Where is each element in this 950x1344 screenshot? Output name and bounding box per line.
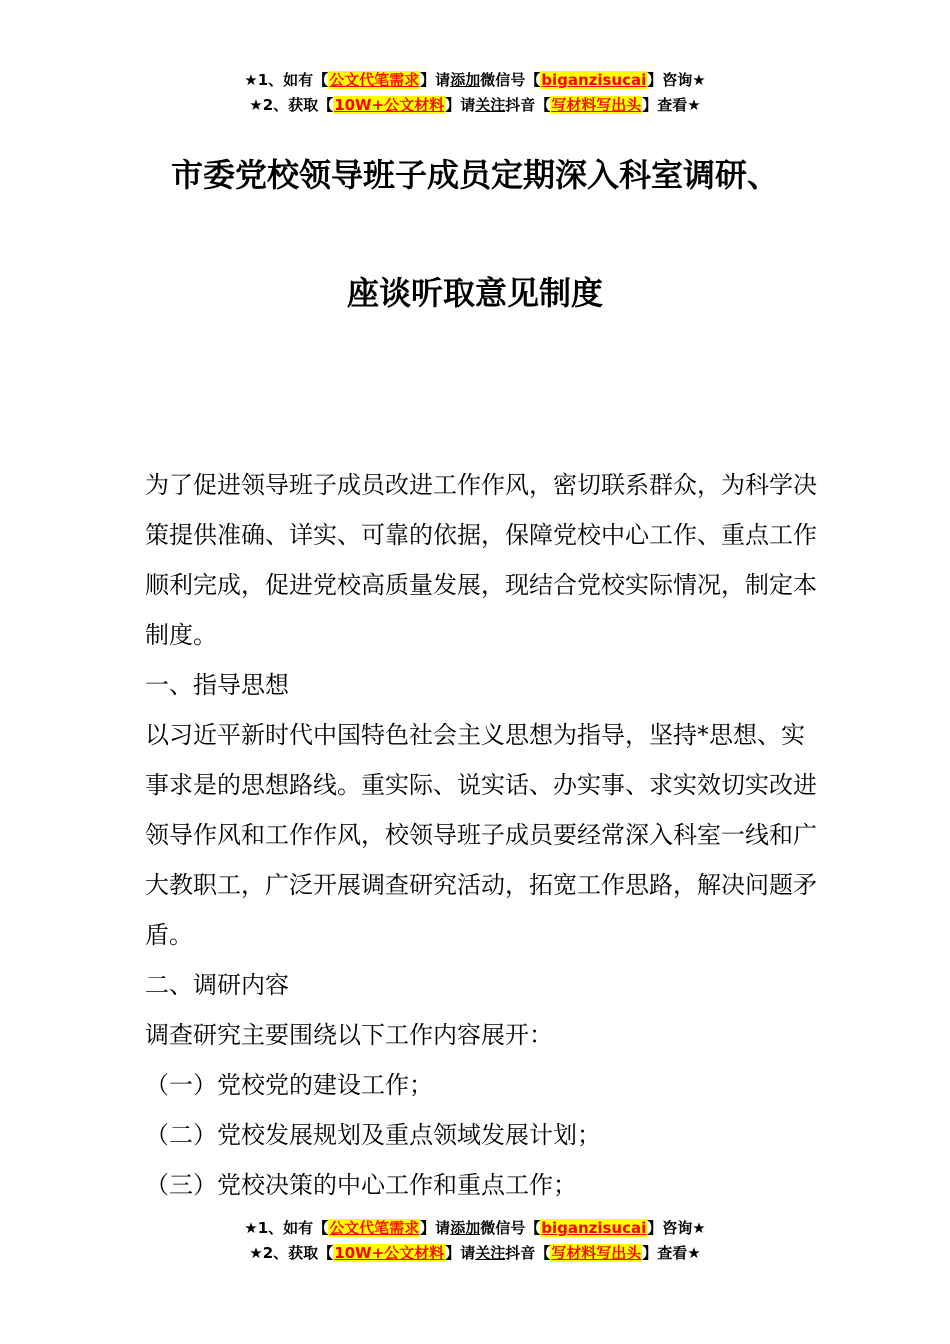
notice-highlight: 公文代笔需求 xyxy=(329,71,420,89)
document-title-line-1: 市委党校领导班子成员定期深入科室调研、 xyxy=(170,156,779,194)
notice-highlight: 10W+公文材料 xyxy=(334,1244,445,1262)
notice-line-1 xyxy=(0,68,950,93)
notice-highlight: biganzisucai xyxy=(541,1219,647,1237)
section-paragraph: 调查研究主要围绕以下工作内容展开： xyxy=(145,1021,553,1049)
notice-text: 】请 xyxy=(420,1219,451,1237)
notice-line-2 xyxy=(0,93,950,118)
list-item: （一）党校党的建设工作； xyxy=(145,1071,433,1099)
notice-text: 】请 xyxy=(445,96,476,114)
notice-line-1 xyxy=(0,1216,950,1241)
notice-text: 】查看★ xyxy=(642,1244,701,1262)
notice-highlight: 写材料写出头 xyxy=(551,96,642,114)
notice-highlight: 公文代笔需求 xyxy=(329,1219,420,1237)
notice-text: 】咨询★ xyxy=(647,1219,706,1237)
notice-underlined-text: 添加 xyxy=(450,71,481,89)
notice-line-2 xyxy=(0,1241,950,1266)
notice-text: 微信号【 xyxy=(480,71,541,89)
notice-text: ★1、如有【 xyxy=(244,71,329,89)
document-body xyxy=(145,460,825,1210)
notice-text: ★2、获取【 xyxy=(249,96,334,114)
intro-paragraph: 为了促进领导班子成员改进工作作风，密切联系群众，为科学决策提供准确、详实、可靠的依据，保障党校中心工作、重点工作顺利完成，促进党校高质量发展，现结合党校实际情况，制定本制度。 xyxy=(145,471,817,649)
notice-highlight: 10W+公文材料 xyxy=(334,96,445,114)
notice-text: 抖音【 xyxy=(505,1244,551,1262)
section-heading: 二、调研内容 xyxy=(145,971,289,999)
notice-text: 】咨询★ xyxy=(647,71,706,89)
header-notice xyxy=(0,68,950,118)
notice-text: 微信号【 xyxy=(480,1219,541,1237)
notice-text: 】查看★ xyxy=(642,96,701,114)
footer-notice xyxy=(0,1216,950,1266)
list-item: （二）党校发展规划及重点领域发展计划； xyxy=(145,1121,601,1149)
notice-highlight: 写材料写出头 xyxy=(551,1244,642,1262)
list-item: （三）党校决策的中心工作和重点工作； xyxy=(145,1171,577,1199)
notice-text: ★1、如有【 xyxy=(244,1219,329,1237)
notice-highlight: biganzisucai xyxy=(541,71,647,89)
notice-underlined-text: 关注 xyxy=(475,96,506,114)
notice-underlined-text: 添加 xyxy=(450,1219,481,1237)
section-paragraph: 以习近平新时代中国特色社会主义思想为指导，坚持*思想、实事求是的思想路线。重实际、说实话、办实事、求实效切实改进领导作风和工作作风，校领导班子成员要经常深入科室一线和广大教职工，广泛开展调查研究活动，拓宽工作思路，解决问题矛盾。 xyxy=(145,721,817,949)
document-title-line-2: 座谈听取意见制度 xyxy=(346,274,603,312)
notice-text: 】请 xyxy=(445,1244,476,1262)
section-heading: 一、指导思想 xyxy=(145,671,289,699)
notice-text: 】请 xyxy=(420,71,451,89)
notice-text: ★2、获取【 xyxy=(249,1244,334,1262)
notice-underlined-text: 关注 xyxy=(475,1244,506,1262)
notice-text: 抖音【 xyxy=(505,96,551,114)
